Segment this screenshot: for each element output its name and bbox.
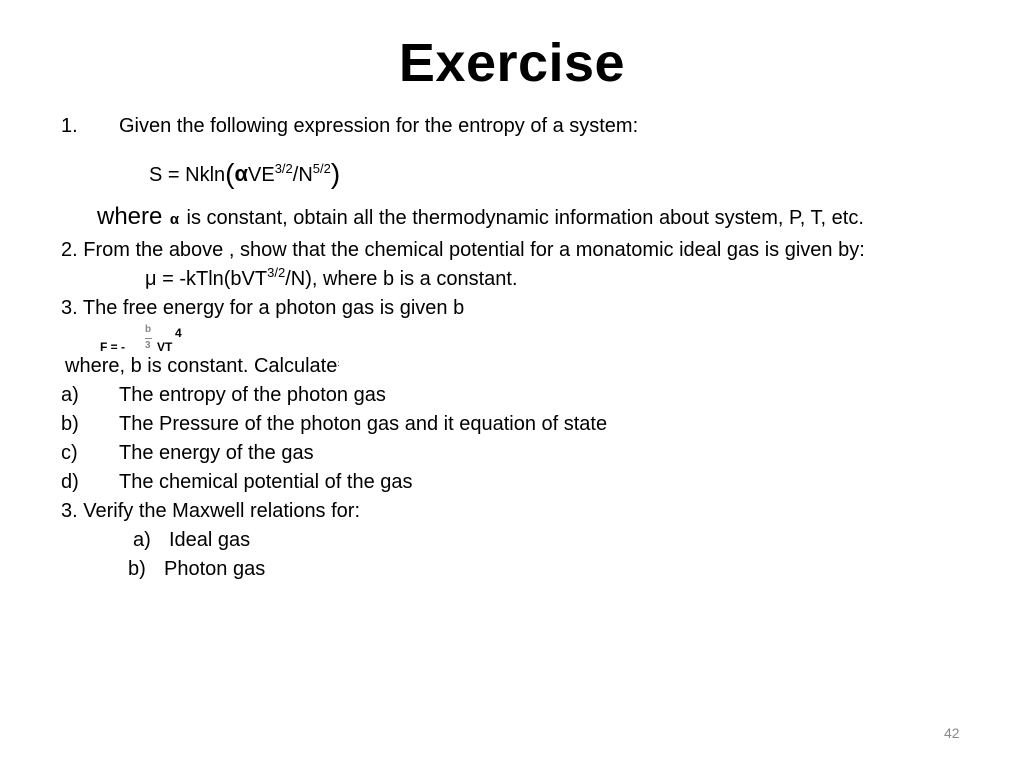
mu-formula-prefix: μ = -kTln(bVT: [145, 268, 268, 290]
mu-formula-exponent: 3/2: [267, 265, 286, 280]
problem1-number: 1.: [61, 115, 78, 137]
formula-close-paren: ): [330, 158, 341, 189]
problem3-text: 3. The free energy for a photon gas is given b: [61, 297, 465, 319]
problem3-item-b-label: b): [61, 413, 79, 435]
problem3-where-colon: :: [337, 359, 340, 368]
problem3-item-d-label: d): [61, 471, 79, 493]
fraction-numerator: b: [145, 324, 152, 335]
problem3-where-text: where, b is constant. Calculate: [65, 355, 338, 377]
alpha-symbol: α: [234, 161, 249, 186]
formula-prefix: S = Nkln: [149, 164, 226, 186]
problem4-item-b-text: Photon gas: [164, 558, 266, 580]
formula-exponent-1: 3/2: [274, 161, 293, 176]
free-energy-lhs: F = -: [100, 340, 126, 354]
formula-exponent-2: 5/2: [312, 161, 331, 176]
problem3-item-c-text: The energy of the gas: [119, 442, 314, 464]
problem4-item-a-label: a): [133, 529, 151, 551]
problem2-text: 2. From the above , show that the chemical potential for a monatomic ideal gas is given by:: [61, 239, 865, 261]
fraction-denominator: 3: [145, 340, 151, 351]
slide-title: Exercise: [398, 33, 626, 93]
where-rest-text: is constant, obtain all the thermodynamic information about system, P, T, etc.: [186, 207, 864, 229]
free-energy-formula: [100, 324, 200, 354]
where-alpha-symbol: α: [169, 211, 180, 228]
free-energy-vt: VT: [157, 340, 173, 354]
where-word: where: [97, 203, 163, 230]
page-number: 42: [944, 725, 960, 741]
free-energy-exponent: 4: [175, 326, 182, 340]
problem1-formula: [149, 158, 340, 190]
problem1-where-line: [97, 203, 864, 231]
problem2-formula: [145, 265, 518, 291]
problem3-where-line: [65, 355, 340, 378]
mu-formula-suffix: /N), where b is a constant.: [285, 268, 518, 290]
problem3-item-a-label: a): [61, 384, 79, 406]
formula-ve: VE: [248, 164, 275, 186]
problem3-item-a-text: The entropy of the photon gas: [119, 384, 386, 406]
problem3-item-c-label: c): [61, 442, 78, 464]
formula-slash-n: /N: [292, 164, 313, 186]
problem3-item-d-text: The chemical potential of the gas: [119, 471, 413, 493]
fraction-bar: [145, 338, 152, 339]
formula-open-paren: (: [225, 158, 235, 189]
problem4-text: 3. Verify the Maxwell relations for:: [61, 500, 361, 522]
problem4-item-b-label: b): [128, 558, 146, 580]
fraction: [145, 324, 155, 354]
problem1-text: Given the following expression for the entropy of a system:: [119, 115, 639, 137]
problem3-item-b-text: The Pressure of the photon gas and it equation of state: [119, 413, 608, 435]
problem4-item-a-text: Ideal gas: [169, 529, 251, 551]
